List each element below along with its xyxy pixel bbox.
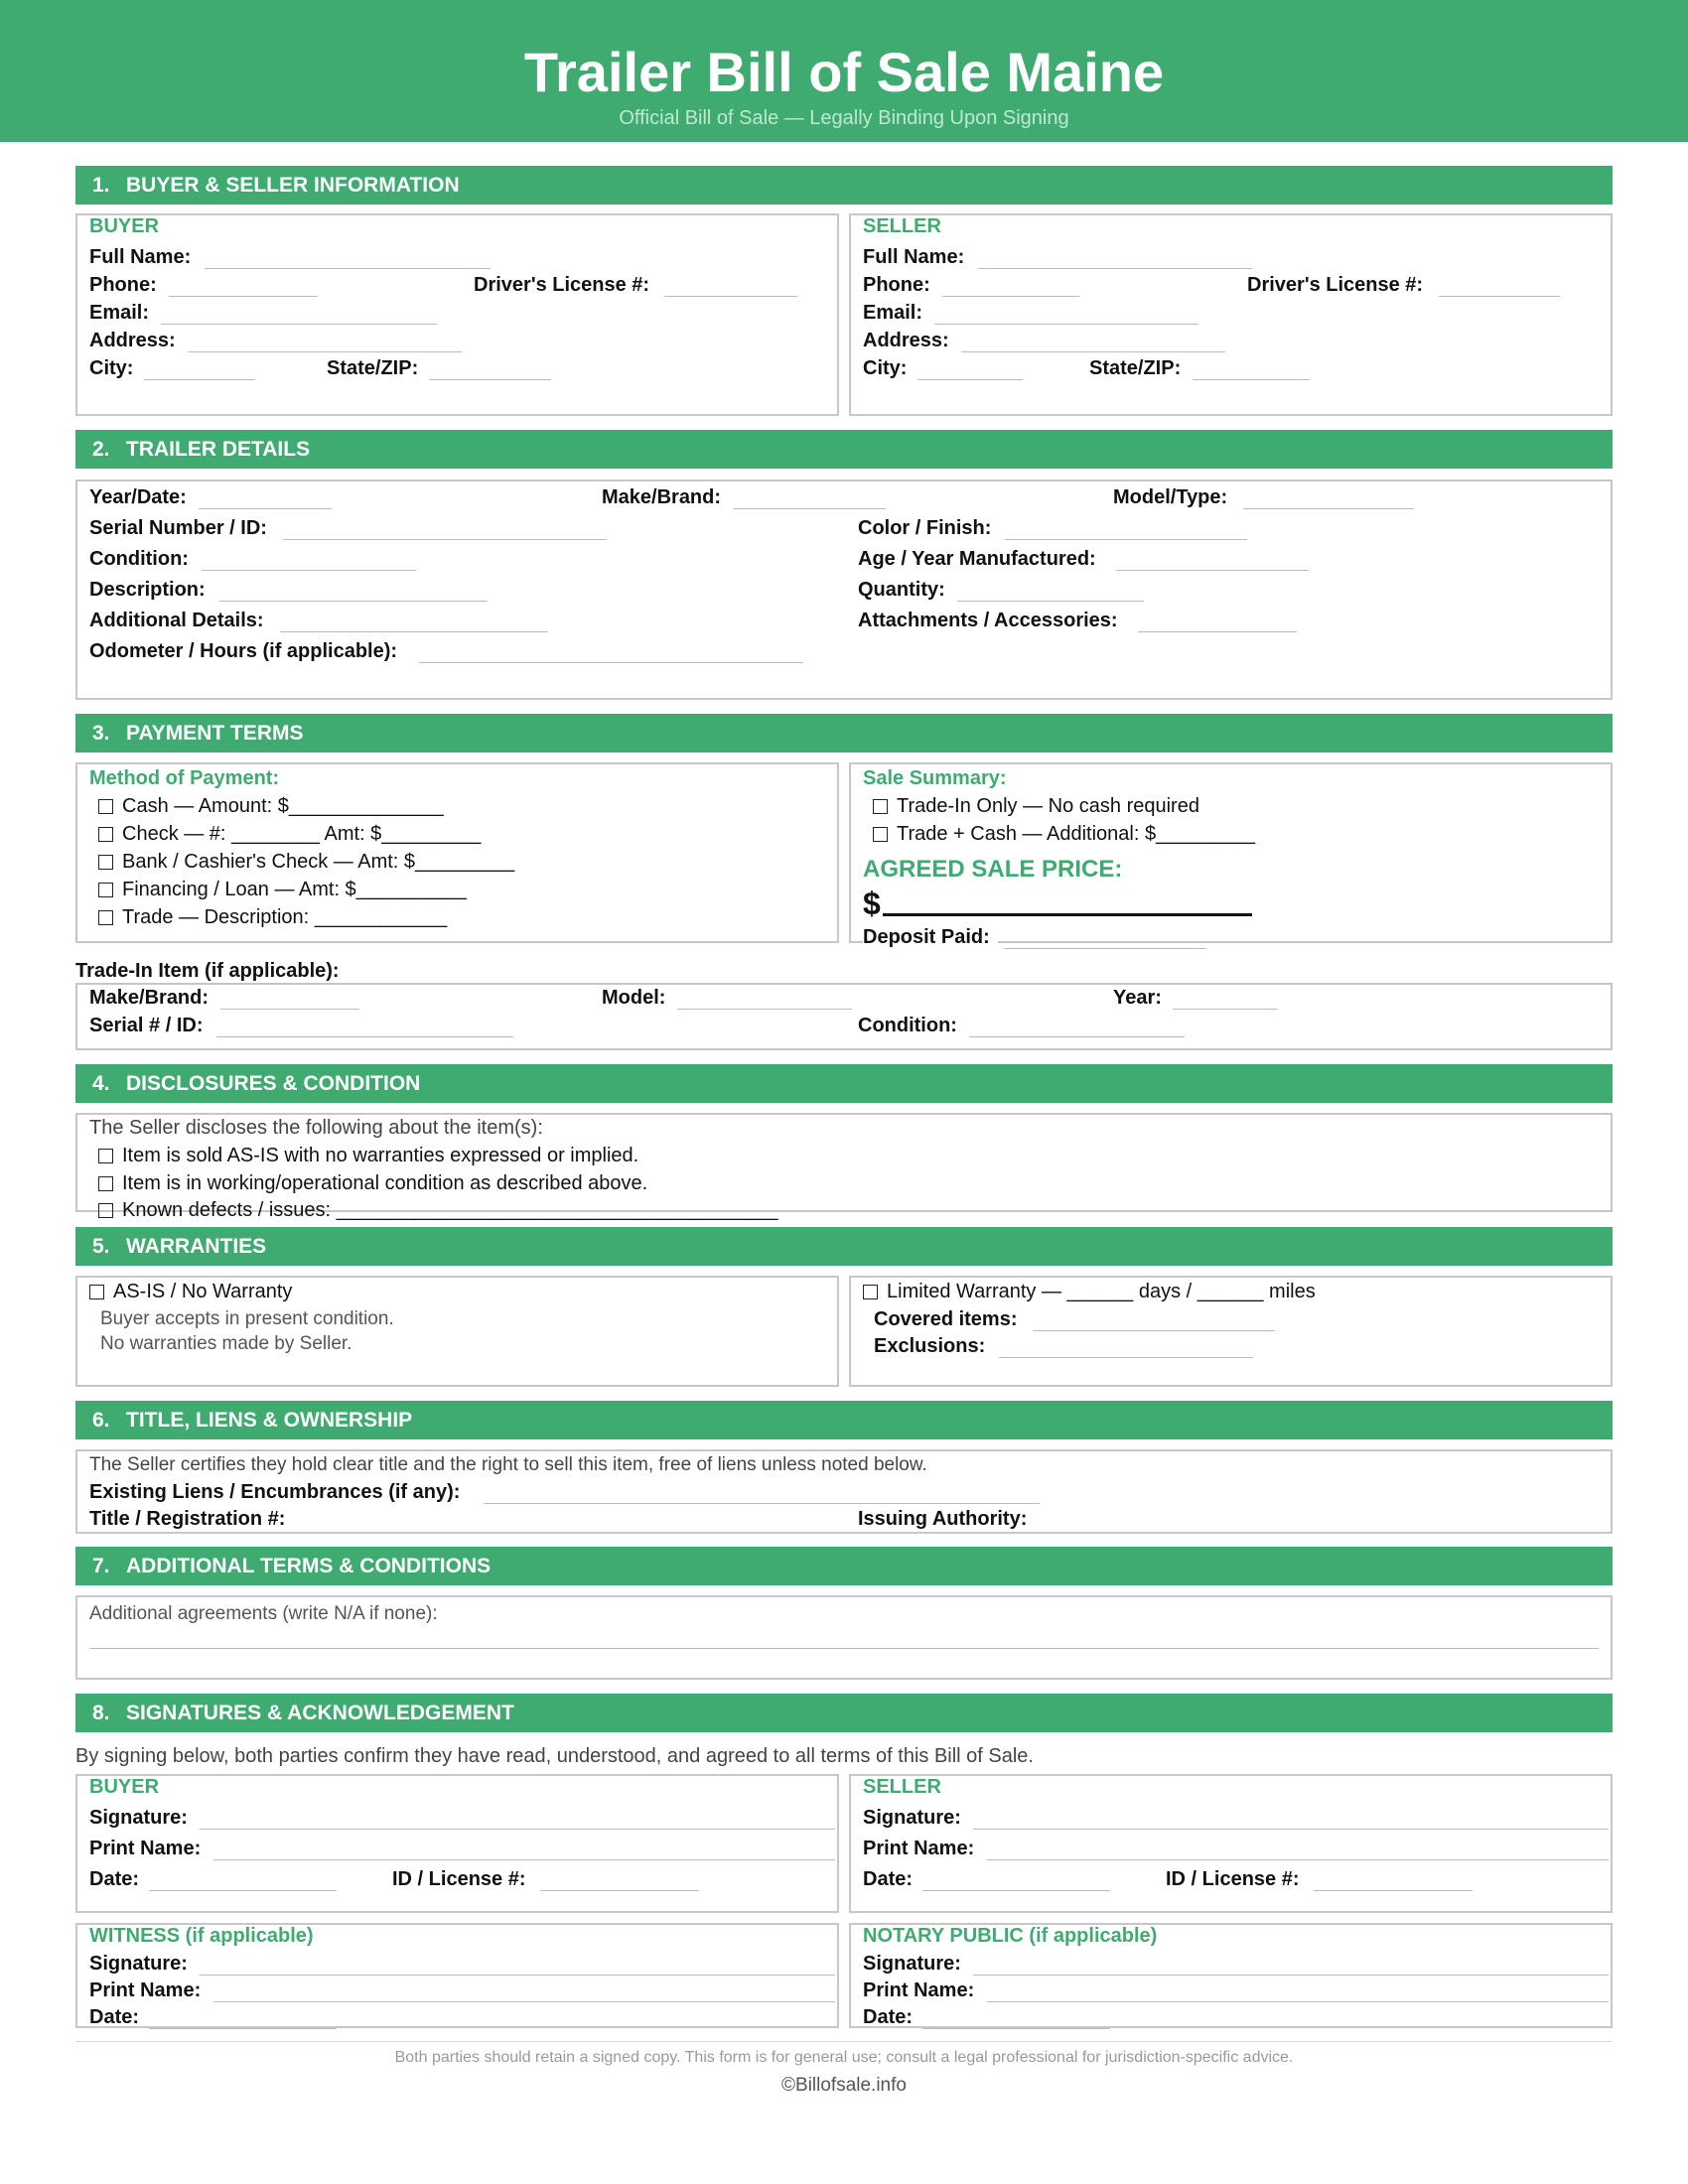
seller-city-field[interactable] (917, 379, 1023, 380)
trade-in-heading: Trade-In Item (if applicable): (75, 960, 340, 982)
financing-checkbox[interactable] (98, 883, 113, 897)
trade-in-make-label: Make/Brand: (89, 987, 210, 1009)
notary-date-label: Date: (863, 2006, 914, 2028)
asis-note-2: No warranties made by Seller. (100, 1333, 352, 1354)
witness-date-label: Date: (89, 2006, 140, 2028)
trailer-model-field[interactable] (1243, 508, 1414, 509)
trailer-additional-label: Additional Details: (89, 610, 264, 631)
buyer-city-field[interactable] (144, 379, 255, 380)
limited-warranty-option[interactable]: Limited Warranty — ______ days / ______ miles (863, 1280, 1316, 1303)
trade-in-model-label: Model: (602, 987, 666, 1009)
seller-phone-field[interactable] (942, 296, 1079, 297)
title-certify-text: The Seller certifies they hold clear title and the right to sell this item, free of liens unless noted below. (89, 1454, 927, 1475)
trade-in-serial-field[interactable] (216, 1036, 513, 1037)
trade-in-only-checkbox[interactable] (873, 799, 888, 814)
trailer-odometer-field[interactable] (419, 662, 803, 663)
cash-checkbox[interactable] (98, 799, 113, 814)
section-header-buyer-seller: 1. BUYER & SELLER INFORMATION (75, 166, 1613, 205)
trailer-make-field[interactable] (734, 508, 886, 509)
trailer-condition-field[interactable] (202, 570, 416, 571)
seller-phone-label: Phone: (863, 274, 930, 296)
seller-state-zip-label: State/ZIP: (1089, 357, 1182, 379)
buyer-heading: BUYER (89, 215, 160, 237)
title-registration-label: Title / Registration #: (89, 1508, 286, 1530)
sale-price-field[interactable] (883, 913, 1252, 916)
seller-email-label: Email: (863, 302, 923, 324)
footer-note: Both parties should retain a signed copy. This form is for general use; consult a legal professional for jurisdiction-specific advice. (394, 2049, 1294, 2066)
trailer-odometer-label: Odometer / Hours (if applicable): (89, 640, 398, 662)
buyer-signature-field[interactable] (200, 1829, 835, 1830)
trade-in-serial-label: Serial # / ID: (89, 1015, 204, 1036)
disclosures-intro: The Seller discloses the following about the item(s): (89, 1117, 543, 1139)
agreed-sale-price-heading: AGREED SALE PRICE: (863, 856, 1123, 883)
trade-in-make-field[interactable] (220, 1009, 359, 1010)
additional-terms-prompt: Additional agreements (write N/A if none): (89, 1603, 438, 1624)
deposit-paid-label: Deposit Paid: (863, 925, 998, 949)
notary-date-field[interactable] (922, 2028, 1110, 2029)
additional-terms-field[interactable] (89, 1648, 1599, 1649)
buyer-id-license-field[interactable] (540, 1890, 699, 1891)
payment-cash-option[interactable]: Cash — Amount: $______________ (98, 794, 444, 818)
seller-date-label: Date: (863, 1868, 914, 1890)
seller-signature-field[interactable] (973, 1829, 1609, 1830)
trailer-color-field[interactable] (1005, 539, 1247, 540)
notary-signature-label: Signature: (863, 1953, 961, 1975)
trailer-serial-label: Serial Number / ID: (89, 517, 267, 539)
witness-date-field[interactable] (149, 2028, 337, 2029)
buyer-state-zip-field[interactable] (429, 379, 551, 380)
buyer-signature-label: Signature: (89, 1807, 188, 1829)
payment-financing-option[interactable]: Financing / Loan — Amt: $__________ (98, 878, 467, 901)
disclosure-defects-option[interactable]: Known defects / issues: ________________________________________ (98, 1198, 778, 1222)
buyer-address-field[interactable] (188, 351, 462, 352)
seller-city-label: City: (863, 357, 908, 379)
trade-in-only-option[interactable]: Trade-In Only — No cash required (873, 794, 1199, 818)
section-header-additional-terms: 7. ADDITIONAL TERMS & CONDITIONS (75, 1547, 1613, 1585)
seller-print-name-label: Print Name: (863, 1838, 975, 1859)
section-header-disclosures: 4. DISCLOSURES & CONDITION (75, 1064, 1613, 1103)
liens-label: Existing Liens / Encumbrances (if any): (89, 1481, 461, 1503)
notary-print-name-field[interactable] (987, 2001, 1609, 2002)
seller-id-license-label: ID / License #: (1166, 1868, 1300, 1890)
buyer-id-license-label: ID / License #: (392, 1868, 526, 1890)
trade-cash-checkbox[interactable] (873, 827, 888, 842)
trailer-year-label: Year/Date: (89, 486, 187, 508)
exclusions-label: Exclusions: (874, 1335, 986, 1357)
seller-address-field[interactable] (961, 351, 1225, 352)
seller-address-label: Address: (863, 330, 949, 351)
working-disclosure-checkbox[interactable] (98, 1176, 113, 1191)
section-header-title-liens: 6. TITLE, LIENS & OWNERSHIP (75, 1401, 1613, 1439)
buyer-license-field[interactable] (664, 296, 797, 297)
page-header (0, 0, 1688, 142)
seller-signature-label: Signature: (863, 1807, 961, 1829)
liens-field[interactable] (484, 1503, 1040, 1504)
issuing-authority-label: Issuing Authority: (858, 1508, 1028, 1530)
buyer-city-label: City: (89, 357, 134, 379)
payment-method-heading: Method of Payment: (89, 767, 280, 789)
footer-divider (75, 2041, 1613, 2042)
trailer-quantity-field[interactable] (957, 601, 1144, 602)
deposit-paid-field[interactable] (1004, 948, 1206, 949)
trade-in-year-label: Year: (1113, 987, 1162, 1009)
footer-copyright: ©Billofsale.info (781, 2075, 907, 2096)
trailer-serial-field[interactable] (283, 539, 607, 540)
seller-license-field[interactable] (1439, 296, 1560, 297)
bank-checkbox[interactable] (98, 855, 113, 870)
buyer-date-field[interactable] (149, 1890, 337, 1891)
sale-summary-heading: Sale Summary: (863, 767, 1007, 789)
covered-items-label: Covered items: (874, 1308, 1018, 1330)
notary-heading: NOTARY PUBLIC (if applicable) (863, 1925, 1158, 1947)
seller-print-name-field[interactable] (987, 1859, 1609, 1860)
trailer-details-box (75, 479, 1613, 700)
buyer-address-label: Address: (89, 330, 176, 351)
trailer-attachments-label: Attachments / Accessories: (858, 610, 1118, 631)
trade-in-condition-field[interactable] (969, 1036, 1185, 1037)
seller-info-box (849, 213, 1613, 416)
trade-in-condition-label: Condition: (858, 1015, 957, 1036)
trade-checkbox[interactable] (98, 910, 113, 925)
buyer-license-label: Driver's License #: (474, 274, 650, 296)
trailer-year-field[interactable] (199, 508, 332, 509)
seller-email-field[interactable] (934, 324, 1198, 325)
asis-warranty-option[interactable]: AS-IS / No Warranty (89, 1280, 292, 1303)
trade-cash-option[interactable]: Trade + Cash — Additional: $_________ (873, 822, 1255, 846)
buyer-info-box (75, 213, 839, 416)
section-header-payment-terms: 3. PAYMENT TERMS (75, 714, 1613, 752)
section-header-signatures: 8. SIGNATURES & ACKNOWLEDGEMENT (75, 1694, 1613, 1732)
seller-full-name-label: Full Name: (863, 246, 965, 268)
asis-disclosure-checkbox[interactable] (98, 1149, 113, 1163)
seller-license-label: Driver's License #: (1247, 274, 1424, 296)
trailer-age-label: Age / Year Manufactured: (858, 548, 1096, 570)
trailer-description-label: Description: (89, 579, 206, 601)
section-header-trailer-details: 2. TRAILER DETAILS (75, 430, 1613, 469)
buyer-state-zip-label: State/ZIP: (327, 357, 419, 379)
seller-state-zip-field[interactable] (1193, 379, 1310, 380)
trade-in-model-field[interactable] (677, 1009, 852, 1010)
seller-id-license-field[interactable] (1314, 1890, 1473, 1891)
witness-heading: WITNESS (if applicable) (89, 1925, 314, 1947)
asis-note-1: Buyer accepts in present condition. (100, 1308, 394, 1329)
buyer-full-name-label: Full Name: (89, 246, 192, 268)
buyer-phone-label: Phone: (89, 274, 157, 296)
trailer-age-field[interactable] (1116, 570, 1309, 571)
notary-signature-field[interactable] (973, 1975, 1609, 1976)
asis-warranty-checkbox[interactable] (89, 1285, 104, 1299)
witness-print-name-label: Print Name: (89, 1979, 202, 2001)
disclosure-working-option[interactable]: Item is in working/operational condition as described above. (98, 1171, 647, 1195)
witness-print-name-field[interactable] (213, 2001, 835, 2002)
seller-heading: SELLER (863, 215, 941, 237)
trailer-color-label: Color / Finish: (858, 517, 992, 539)
buyer-phone-field[interactable] (169, 296, 318, 297)
buyer-print-name-field[interactable] (213, 1859, 835, 1860)
seller-signature-heading: SELLER (863, 1776, 941, 1798)
seller-date-field[interactable] (922, 1890, 1110, 1891)
witness-signature-field[interactable] (200, 1975, 835, 1976)
trailer-make-label: Make/Brand: (602, 486, 722, 508)
check-checkbox[interactable] (98, 827, 113, 842)
buyer-email-label: Email: (89, 302, 150, 324)
page-title: Trailer Bill of Sale Maine (523, 41, 1165, 103)
payment-bank-option[interactable]: Bank / Cashier's Check — Amt: $_________ (98, 850, 514, 874)
payment-check-option[interactable]: Check — #: ________ Amt: $_________ (98, 822, 481, 846)
witness-signature-label: Signature: (89, 1953, 188, 1975)
exclusions-field[interactable] (999, 1357, 1253, 1358)
trade-in-year-field[interactable] (1173, 1009, 1278, 1010)
covered-items-field[interactable] (1033, 1330, 1275, 1331)
trailer-model-label: Model/Type: (1113, 486, 1228, 508)
limited-warranty-checkbox[interactable] (863, 1285, 878, 1299)
payment-trade-option[interactable]: Trade — Description: ____________ (98, 905, 447, 929)
section-header-warranties: 5. WARRANTIES (75, 1227, 1613, 1266)
buyer-full-name-field[interactable] (205, 268, 491, 269)
sale-price-dollar-sign: $ (863, 886, 881, 921)
trailer-description-field[interactable] (219, 601, 488, 602)
trade-in-box (75, 983, 1613, 1050)
trailer-condition-label: Condition: (89, 548, 189, 570)
buyer-email-field[interactable] (161, 324, 437, 325)
defects-disclosure-checkbox[interactable] (98, 1203, 113, 1218)
trailer-attachments-field[interactable] (1138, 631, 1297, 632)
buyer-print-name-label: Print Name: (89, 1838, 202, 1859)
seller-full-name-field[interactable] (978, 268, 1252, 269)
trailer-additional-field[interactable] (280, 631, 548, 632)
buyer-date-label: Date: (89, 1868, 140, 1890)
notary-print-name-label: Print Name: (863, 1979, 975, 2001)
signatures-intro: By signing below, both parties confirm they have read, understood, and agreed to all terms of this Bill of Sale. (75, 1745, 1034, 1767)
disclosure-asis-option[interactable]: Item is sold AS-IS with no warranties expressed or implied. (98, 1144, 638, 1167)
buyer-signature-heading: BUYER (89, 1776, 160, 1798)
page-subtitle: Official Bill of Sale — Legally Binding Upon Signing (619, 107, 1069, 129)
trailer-quantity-label: Quantity: (858, 579, 945, 601)
